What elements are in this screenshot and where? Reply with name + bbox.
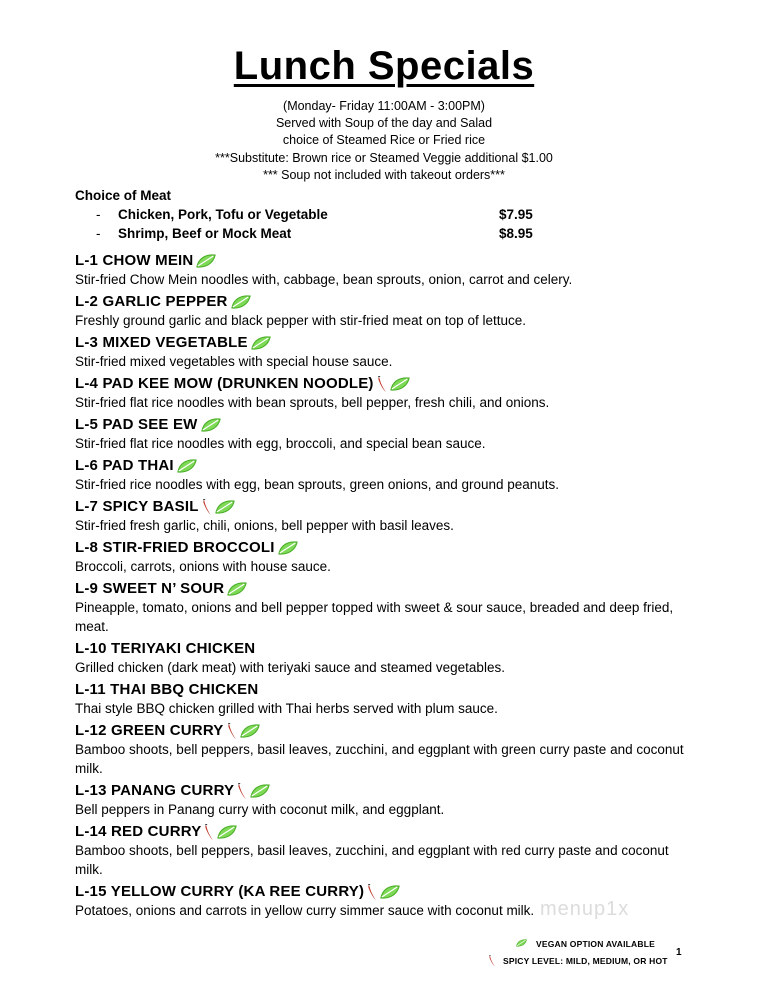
leaf-icon: [516, 939, 527, 947]
legend-spicy: [486, 953, 668, 970]
subtitle-line: Served with Soup of the day and Salad: [275, 116, 493, 131]
menu-item-description: Stir-fried fresh garlic, chili, onions, bell pepper with basil leaves.: [75, 518, 454, 533]
chili-pepper-icon: [227, 723, 237, 740]
list-dash: -: [96, 207, 101, 222]
menu-item: [75, 291, 695, 330]
meat-option-price: $7.95: [499, 207, 533, 222]
menu-item-title: [75, 414, 695, 434]
subtitle-block: [0, 98, 768, 184]
menu-item: [75, 780, 695, 819]
menu-item: [75, 332, 695, 371]
chili-pepper-icon: [367, 884, 377, 901]
leaf-icon: [177, 459, 197, 473]
meat-option: [75, 224, 545, 243]
subtitle-line: *** Soup not included with takeout orders***: [263, 167, 505, 182]
leaf-icon: [278, 541, 298, 555]
menu-item: [75, 821, 695, 879]
leaf-icon: [390, 377, 410, 391]
menu-item-name: L-6 PAD THAI: [75, 457, 174, 474]
menu-item-name: L-14 RED CURRY: [75, 823, 202, 840]
watermark: menup1x: [540, 898, 630, 920]
legend: [486, 936, 668, 970]
choice-of-meat-heading: Choice of Meat: [75, 188, 172, 203]
menu-item-description: Grilled chicken (dark meat) with teriyaki sauce and steamed vegetables.: [75, 660, 505, 675]
menu-item-title: [75, 578, 695, 598]
menu-item: [75, 373, 695, 412]
meat-option-label: Shrimp, Beef or Mock Meat: [118, 226, 292, 241]
leaf-icon: [227, 582, 247, 596]
menu-item-description: Bamboo shoots, bell peppers, basil leaves, zucchini, and eggplant with red curry paste and coconut milk.: [75, 843, 669, 877]
menu-item-name: L-15 YELLOW CURRY (KA REE CURRY): [75, 883, 365, 900]
menu-item-name: L-1 CHOW MEIN: [75, 252, 194, 269]
menu-item-title: [75, 496, 695, 516]
menu-item: [75, 537, 695, 576]
menu-item-description: Bell peppers in Panang curry with coconut milk, and eggplant.: [75, 802, 445, 817]
menu-item-description: Bamboo shoots, bell peppers, basil leaves, zucchini, and eggplant with green curry paste and coconut milk.: [75, 742, 684, 776]
menu-item-name: L-13 PANANG CURRY: [75, 782, 235, 799]
menu-item: [75, 720, 695, 778]
leaf-icon: [196, 254, 216, 268]
menu-item-name: L-8 STIR-FRIED BROCCOLI: [75, 539, 275, 556]
leaf-icon: [251, 336, 271, 350]
meat-option: [75, 205, 545, 224]
legend-vegan: [486, 936, 668, 953]
chili-pepper-icon: [377, 376, 387, 393]
menu-item-title: [75, 455, 695, 475]
menu-item-description: Stir-fried flat rice noodles with bean sprouts, bell pepper, fresh chili, and onions.: [75, 395, 550, 410]
choice-of-meat: [75, 186, 545, 243]
leaf-icon: [217, 825, 237, 839]
menu-item-name: L-7 SPICY BASIL: [75, 498, 199, 515]
menu-item-description: Thai style BBQ chicken grilled with Thai herbs served with plum sauce.: [75, 701, 498, 716]
legend-spicy-label: SPICY LEVEL: MILD, MEDIUM, OR HOT: [503, 956, 668, 966]
menu-item-name: L-3 MIXED VEGETABLE: [75, 334, 248, 351]
subtitle-line: ***Substitute: Brown rice or Steamed Veggie additional $1.00: [215, 150, 553, 165]
menu-item: [75, 250, 695, 289]
chili-pepper-icon: [202, 499, 212, 516]
menu-item-description: Pineapple, tomato, onions and bell pepper topped with sweet & sour sauce, breaded and deep fried, meat.: [75, 600, 674, 634]
subtitle-line: (Monday- Friday 11:00AM - 3:00PM): [283, 99, 485, 113]
menu-item-description: Stir-fried mixed vegetables with special house sauce.: [75, 354, 393, 369]
leaf-icon: [250, 784, 270, 798]
menu-item-title: [75, 291, 695, 311]
menu-item-title: [75, 821, 695, 841]
leaf-icon: [380, 885, 400, 899]
leaf-icon: [201, 418, 221, 432]
menu-item: [75, 578, 695, 636]
leaf-icon: [231, 295, 251, 309]
chili-pepper-icon: [488, 955, 496, 967]
leaf-icon: [240, 724, 260, 738]
menu-item-name: L-11 THAI BBQ CHICKEN: [75, 681, 259, 698]
menu-item-name: L-4 PAD KEE MOW (DRUNKEN NOODLE): [75, 375, 374, 392]
page-title: Lunch Specials: [233, 44, 535, 88]
menu-item-name: L-12 GREEN CURRY: [75, 722, 224, 739]
menu-item-title: [75, 537, 695, 557]
menu-item-name: L-9 SWEET N’ SOUR: [75, 580, 225, 597]
menu-item: [75, 679, 695, 718]
chili-pepper-icon: [237, 783, 247, 800]
subtitle-line: choice of Steamed Rice or Fried rice: [282, 133, 486, 148]
menu-item-description: Stir-fried flat rice noodles with egg, broccoli, and special bean sauce.: [75, 436, 486, 451]
list-dash: -: [96, 226, 101, 241]
chili-pepper-icon: [204, 824, 214, 841]
menu-item-title: [75, 373, 695, 393]
menu-item-title: [75, 720, 695, 740]
menu-item: [75, 455, 695, 494]
menu-item-description: Freshly ground garlic and black pepper with stir-fried meat on top of lettuce.: [75, 313, 526, 328]
menu-item: [75, 638, 695, 677]
menu-item-description: Stir-fried rice noodles with egg, bean sprouts, green onions, and ground peanuts.: [75, 477, 560, 492]
meat-option-price: $8.95: [499, 226, 533, 241]
page-number: 1: [676, 947, 682, 958]
menu-item: [75, 414, 695, 453]
menu-item-description: Broccoli, carrots, onions with house sauce.: [75, 559, 331, 574]
menu-item-title: [75, 332, 695, 352]
menu-item-title: [75, 780, 695, 800]
menu-item-name: L-5 PAD SEE EW: [75, 416, 198, 433]
menu-item-name: L-2 GARLIC PEPPER: [75, 293, 228, 310]
legend-vegan-label: VEGAN OPTION AVAILABLE: [536, 939, 655, 949]
menu-item: [75, 496, 695, 535]
menu-items-list: [75, 250, 695, 922]
meat-option-label: Chicken, Pork, Tofu or Vegetable: [118, 207, 328, 222]
menu-item-title: [75, 250, 695, 270]
menu-item-title: [75, 679, 695, 699]
menu-item-name: L-10 TERIYAKI CHICKEN: [75, 640, 256, 657]
leaf-icon: [215, 500, 235, 514]
menu-item-description: Potatoes, onions and carrots in yellow curry simmer sauce with coconut milk.: [75, 903, 535, 918]
menu-item-description: Stir-fried Chow Mein noodles with, cabbage, bean sprouts, onion, carrot and celery.: [75, 272, 573, 287]
menu-item-title: [75, 638, 695, 658]
